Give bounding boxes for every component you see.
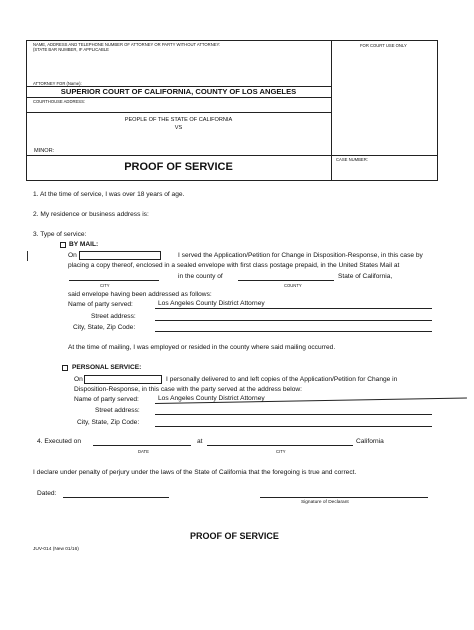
party-served-label-2: Name of party served:	[74, 396, 139, 403]
personal-text-2: Disposition-Response, in this case with the party served at the address below:	[74, 386, 302, 393]
mail-text-2: placing a copy thereof, enclosed in a sealed envelope with first class postage prepaid, in the United States Mail at	[68, 262, 400, 269]
executed-city-line[interactable]	[207, 438, 353, 446]
mail-date-field[interactable]	[79, 251, 161, 260]
mail-city-line[interactable]	[69, 273, 159, 281]
attorney-block-label: NAME, ADDRESS AND TELEPHONE NUMBER OF ATTORNEY OR PARTY WITHOUT ATTORNEY:	[33, 42, 221, 47]
people-label: PEOPLE OF THE STATE OF CALIFORNIA	[124, 117, 233, 123]
minor-label: MINOR:	[34, 148, 55, 154]
date-caption: DATE	[138, 449, 149, 454]
form-number: JUV-014 (New 01/16)	[33, 547, 79, 552]
by-mail-checkbox[interactable]	[60, 242, 66, 248]
street-address-label-2: Street address:	[95, 407, 140, 414]
vs-label: VS	[174, 125, 183, 131]
personal-service-label: PERSONAL SERVICE:	[72, 364, 142, 371]
in-county-label: in the county of	[178, 273, 223, 280]
signature-line[interactable]	[260, 490, 428, 498]
caption-divider	[331, 40, 332, 181]
mail-text-1: I served the Application/Petition for Change in Disposition-Response, in this case by	[178, 252, 423, 259]
rule-minor	[26, 155, 438, 156]
caption-title: PROOF OF SERVICE	[124, 161, 233, 173]
california-label: California	[356, 438, 384, 445]
attorney-block-sub: (STATE BAR NUMBER, IF APPLICABLE	[33, 47, 109, 52]
mailing-time-text: At the time of mailing, I was employed or resided in the county where said mailing occurred.	[68, 344, 336, 351]
item-1: 1. At the time of service, I was over 18 years of age.	[33, 191, 185, 198]
at-label: at	[197, 438, 203, 445]
text-cursor	[27, 251, 28, 261]
party-served-label: Name of party served:	[68, 301, 133, 308]
party-served-value-2: Los Angeles County District Attorney	[158, 395, 265, 402]
signature-caption: Signature of Declarant	[301, 500, 349, 505]
dated-line[interactable]	[63, 490, 169, 498]
court-use-label: FOR COURT USE ONLY	[360, 43, 407, 48]
personal-on-label: On	[74, 376, 83, 383]
city-caption-2: CITY	[276, 449, 286, 454]
caption-box	[26, 40, 438, 181]
footer-title: PROOF OF SERVICE	[190, 531, 279, 541]
item-4: 4. Executed on	[37, 438, 81, 445]
item-2: 2. My residence or business address is:	[33, 211, 149, 218]
mail-on-label: On	[68, 252, 77, 259]
personal-service-checkbox[interactable]	[62, 365, 68, 371]
personal-date-field[interactable]	[84, 375, 162, 384]
city-caption: CITY	[100, 283, 110, 288]
case-number-label: CASE NUMBER:	[336, 157, 368, 162]
mail-county-line[interactable]	[238, 273, 334, 281]
street-address-line[interactable]	[155, 313, 432, 321]
personal-text-1: I personally delivered to and left copies of the Application/Petition for Change in	[166, 376, 398, 383]
declaration-text: I declare under penalty of perjury under the laws of the State of California that the foregoing is true and correct.	[33, 469, 357, 476]
street-address-line-2[interactable]	[155, 407, 432, 415]
addressed-label: said envelope having been addressed as follows:	[68, 291, 212, 298]
courthouse-address-label: COURTHOUSE ADDRESS:	[33, 99, 86, 104]
county-caption: COUNTY	[284, 283, 302, 288]
rule-courthouse	[26, 112, 331, 113]
state-of-label: State of California,	[338, 273, 393, 280]
attorney-for-label: ATTORNEY FOR (Name):	[33, 81, 82, 86]
city-state-zip-label-2: City, State, Zip Code:	[77, 419, 140, 426]
city-state-zip-line[interactable]	[155, 324, 432, 332]
party-served-value: Los Angeles County District Attorney	[158, 300, 265, 307]
city-state-zip-line-2[interactable]	[155, 419, 432, 427]
executed-date-line[interactable]	[93, 438, 191, 446]
item-3: 3. Type of service:	[33, 231, 87, 238]
court-name: SUPERIOR COURT OF CALIFORNIA, COUNTY OF LOS ANGELES	[60, 87, 297, 96]
by-mail-label: BY MAIL:	[69, 241, 99, 248]
dated-label: Dated:	[37, 490, 57, 497]
rule-court	[26, 97, 331, 98]
street-address-label: Street address:	[91, 313, 136, 320]
city-state-zip-label: City, State, Zip Code:	[73, 324, 136, 331]
